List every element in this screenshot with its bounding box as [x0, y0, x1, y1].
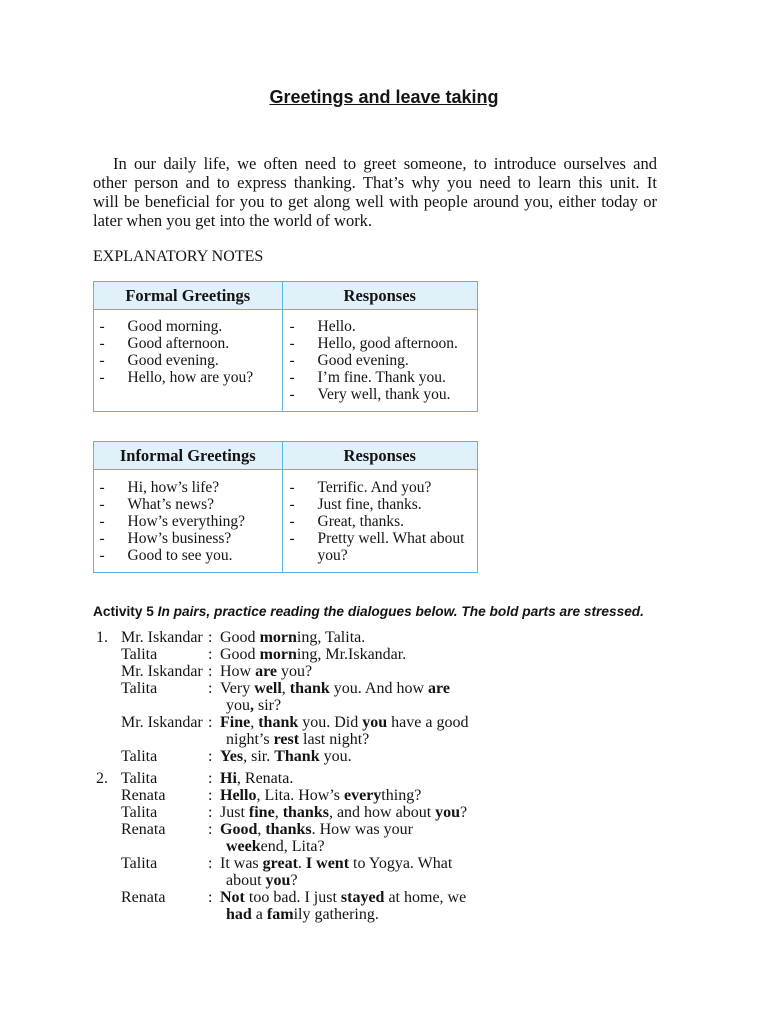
speaker-name: Renata: [121, 889, 166, 906]
stressed-text: thank: [289, 680, 330, 697]
stressed-text: Thank: [274, 748, 320, 765]
utterance: [220, 680, 450, 697]
table-body: [94, 310, 477, 411]
bullet-marker: -: [99, 478, 105, 496]
speaker-separator: :: [208, 680, 213, 697]
greetings-cell: [94, 470, 283, 572]
utterance-text: too bad. I just: [244, 889, 341, 906]
utterance: [220, 748, 352, 765]
utterance-text: Good: [220, 646, 260, 663]
column-header-responses: Responses: [343, 286, 416, 305]
utterance-text: sir?: [254, 697, 282, 714]
utterance-text: Very: [220, 680, 255, 697]
response-item-text: Very well, thank you.: [317, 385, 451, 403]
page-title: Greetings and leave taking: [269, 87, 499, 107]
greeting-item: [100, 335, 282, 352]
utterance-text: a: [251, 906, 267, 923]
table-header-row: [94, 282, 477, 310]
speaker-name: Mr. Iskandar: [121, 714, 203, 731]
utterance-text: you?: [277, 663, 313, 680]
speaker-separator: :: [208, 889, 213, 906]
speaker-separator: :: [208, 748, 213, 765]
dialogue-line-continuation: [0, 838, 768, 855]
column-header-greetings: Informal Greetings: [94, 442, 283, 469]
informal-greetings-table: [93, 441, 478, 573]
dialogue-number: 2.: [96, 770, 108, 787]
response-item: [290, 335, 475, 352]
utterance: [220, 804, 467, 821]
speaker-separator: :: [208, 714, 213, 731]
dialogue: [0, 770, 768, 923]
dialogue: [0, 629, 768, 765]
utterance-text: at home, we: [384, 889, 467, 906]
stressed-text: morn: [259, 629, 297, 646]
bullet-marker: -: [289, 351, 295, 369]
utterance-text: ing, Talita.: [296, 629, 366, 646]
activity-heading: [93, 603, 644, 621]
utterance-text: ?: [460, 804, 468, 821]
dialogue-line: [0, 629, 768, 646]
utterance-text: ,: [281, 680, 290, 697]
response-item-text: Just fine, thanks.: [317, 495, 422, 513]
utterance-text: you: [226, 697, 250, 714]
utterance-text: How: [220, 663, 256, 680]
utterance-text: have a good: [387, 714, 469, 731]
speaker-separator: :: [208, 821, 213, 838]
utterance: [226, 872, 298, 889]
bullet-marker: -: [99, 368, 105, 386]
response-item: [290, 386, 475, 403]
table-header-row: [94, 442, 477, 470]
greeting-item: [100, 530, 282, 547]
utterance: [220, 889, 466, 906]
utterance-text: night’s: [226, 731, 274, 748]
greetings-cell: [94, 310, 283, 411]
column-header-responses: Responses: [343, 446, 416, 465]
greeting-item: [100, 496, 282, 513]
utterance-text: you. And how: [329, 680, 429, 697]
dialogue-line-continuation: [0, 872, 768, 889]
stressed-text: Hello: [220, 787, 257, 804]
bullet-marker: -: [289, 334, 295, 352]
stressed-text: ,: [250, 697, 254, 714]
dialogue-number: 1.: [96, 629, 108, 646]
stressed-text: thank: [258, 714, 299, 731]
dialogue-line: [0, 770, 768, 787]
speaker-separator: :: [208, 629, 213, 646]
utterance: [220, 714, 468, 731]
response-item: [290, 513, 475, 530]
stressed-text: fam: [266, 906, 294, 923]
speaker-name: Renata: [121, 787, 166, 804]
dialogue-line: [0, 680, 768, 697]
responses-cell: [283, 470, 478, 572]
speaker-name: Talita: [121, 646, 158, 663]
greeting-item: [100, 479, 282, 496]
utterance-text: . How was your: [311, 821, 413, 838]
column-header-greetings: Formal Greetings: [94, 282, 283, 309]
greeting-item-text: What’s news?: [127, 495, 215, 513]
stressed-text: Fine: [220, 714, 251, 731]
section-heading: EXPLANATORY NOTES: [93, 248, 264, 265]
stressed-text: well: [254, 680, 282, 697]
stressed-text: every: [343, 787, 382, 804]
dialogue-line-continuation: [0, 731, 768, 748]
bullet-marker: -: [99, 495, 105, 513]
greeting-item-text: Good morning.: [127, 317, 223, 335]
utterance-text: Just: [220, 804, 249, 821]
dialogue-line: [0, 714, 768, 731]
utterance-text: , Lita. How’s: [256, 787, 344, 804]
stressed-text: rest: [273, 731, 300, 748]
greeting-item: [100, 547, 282, 564]
stressed-text: Hi: [220, 770, 237, 787]
bullet-marker: -: [289, 368, 295, 386]
bullet-marker: -: [99, 512, 105, 530]
utterance-text: last night?: [299, 731, 370, 748]
greeting-item: [100, 318, 282, 335]
speaker-name: Talita: [121, 770, 158, 787]
stressed-text: are: [255, 663, 278, 680]
greeting-item-text: Hi, how’s life?: [127, 478, 220, 496]
response-item-text: Great, thanks.: [317, 512, 405, 530]
utterance-text: ,: [257, 821, 266, 838]
utterance: [226, 731, 369, 748]
bullet-marker: -: [99, 351, 105, 369]
utterance-text: ,: [250, 714, 259, 731]
bullet-marker: -: [289, 317, 295, 335]
utterance-text: about: [226, 872, 266, 889]
table-body: [94, 470, 477, 572]
utterance: [220, 821, 413, 838]
stressed-text: you: [435, 804, 461, 821]
stressed-text: great: [262, 855, 298, 872]
dialogue-line: [0, 646, 768, 663]
utterance-text: , and how about: [328, 804, 436, 821]
stressed-text: week: [226, 838, 261, 855]
stressed-text: you: [265, 872, 291, 889]
stressed-text: morn: [259, 646, 297, 663]
dialogue-line: [0, 855, 768, 872]
utterance: [226, 697, 281, 714]
greeting-item-text: How’s business?: [127, 529, 232, 547]
utterance: [220, 646, 406, 663]
speaker-name: Mr. Iskandar: [121, 663, 203, 680]
response-item: [290, 369, 475, 386]
utterance-text: It was: [220, 855, 263, 872]
greeting-item-text: Good evening.: [127, 351, 219, 369]
speaker-name: Talita: [121, 855, 158, 872]
speaker-name: Talita: [121, 804, 158, 821]
response-item: [290, 352, 475, 369]
dialogue-line: [0, 804, 768, 821]
speaker-name: Mr. Iskandar: [121, 629, 203, 646]
utterance-text: to Yogya. What: [349, 855, 453, 872]
utterance-text: you.: [319, 748, 352, 765]
response-item-text: Pretty well. What about you?: [317, 529, 465, 564]
stressed-text: had: [226, 906, 252, 923]
utterance-text: ily gathering.: [293, 906, 379, 923]
speaker-separator: :: [208, 787, 213, 804]
response-item: [290, 479, 475, 496]
formal-greetings-table: [93, 281, 478, 412]
dialogue-line: [0, 821, 768, 838]
utterance: [220, 663, 312, 680]
speaker-separator: :: [208, 663, 213, 680]
speaker-separator: :: [208, 646, 213, 663]
utterance-text: ,: [274, 804, 283, 821]
intro-paragraph: [93, 154, 657, 230]
speaker-separator: :: [208, 770, 213, 787]
utterance-text: , Renata.: [236, 770, 294, 787]
speaker-name: Renata: [121, 821, 166, 838]
utterance-text: , sir.: [243, 748, 275, 765]
stressed-text: Yes: [220, 748, 244, 765]
response-item-text: Terrific. And you?: [317, 478, 432, 496]
stressed-text: thanks: [282, 804, 329, 821]
bullet-marker: -: [99, 334, 105, 352]
response-item-text: Good evening.: [317, 351, 409, 369]
stressed-text: thanks: [265, 821, 312, 838]
greeting-item-text: Good to see you.: [127, 546, 233, 564]
greeting-item: [100, 369, 282, 386]
greeting-item: [100, 513, 282, 530]
speaker-name: Talita: [121, 748, 158, 765]
activity-instruction: In pairs, practice reading the dialogues below. The bold parts are stressed.: [157, 604, 644, 619]
greeting-item-text: Hello, how are you?: [127, 368, 254, 386]
stressed-text: stayed: [340, 889, 385, 906]
activity-label: Activity 5: [93, 604, 154, 619]
utterance-text: ?: [290, 872, 298, 889]
intro-line: In our daily life, we often need to greet someone, to introduce ourselves and: [113, 154, 657, 173]
speaker-separator: :: [208, 804, 213, 821]
stressed-text: Not: [220, 889, 245, 906]
stressed-text: are: [428, 680, 450, 697]
intro-line: later when you get into the world of work.: [93, 211, 373, 230]
response-item: [290, 496, 475, 513]
response-item-text: I’m fine. Thank you.: [317, 368, 446, 386]
utterance: [220, 629, 365, 646]
stressed-text: I went: [305, 855, 350, 872]
speaker-separator: :: [208, 855, 213, 872]
utterance-text: you. Did: [298, 714, 363, 731]
bullet-marker: -: [289, 529, 295, 547]
bullet-marker: -: [289, 512, 295, 530]
greeting-item-text: Good afternoon.: [127, 334, 230, 352]
utterance-text: ing, Mr.Iskandar.: [296, 646, 407, 663]
bullet-marker: -: [289, 385, 295, 403]
stressed-text: fine: [248, 804, 275, 821]
stressed-text: you: [362, 714, 388, 731]
greeting-item-text: How’s everything?: [127, 512, 246, 530]
stressed-text: Good: [220, 821, 258, 838]
utterance-text: .: [297, 855, 306, 872]
greeting-item: [100, 352, 282, 369]
utterance-text: Good: [220, 629, 260, 646]
utterance: [220, 770, 293, 787]
bullet-marker: -: [99, 317, 105, 335]
intro-line: will be beneficial for you to get along well with people around you, either today or: [93, 192, 657, 211]
bullet-marker: -: [289, 478, 295, 496]
dialogue-line-continuation: [0, 697, 768, 714]
bullet-marker: -: [289, 495, 295, 513]
dialogue-line: [0, 663, 768, 680]
dialogue-line-continuation: [0, 906, 768, 923]
bullet-marker: -: [99, 546, 105, 564]
dialogue-line: [0, 748, 768, 765]
response-item: [290, 318, 475, 335]
response-item-text: Hello, good afternoon.: [317, 334, 458, 352]
utterance-text: end, Lita?: [260, 838, 325, 855]
utterance: [226, 906, 379, 923]
utterance: [226, 838, 325, 855]
speaker-name: Talita: [121, 680, 158, 697]
dialogues: [0, 629, 768, 923]
utterance: [220, 787, 421, 804]
dialogue-line: [0, 787, 768, 804]
utterance-text: thing?: [381, 787, 422, 804]
response-item: [290, 530, 475, 564]
bullet-marker: -: [99, 529, 105, 547]
intro-line: other person and to express thanking. That’s why you need to learn this unit. It: [93, 173, 657, 192]
response-item-text: Hello.: [317, 317, 356, 335]
utterance: [220, 855, 452, 872]
dialogue-line: [0, 889, 768, 906]
responses-cell: [283, 310, 478, 411]
